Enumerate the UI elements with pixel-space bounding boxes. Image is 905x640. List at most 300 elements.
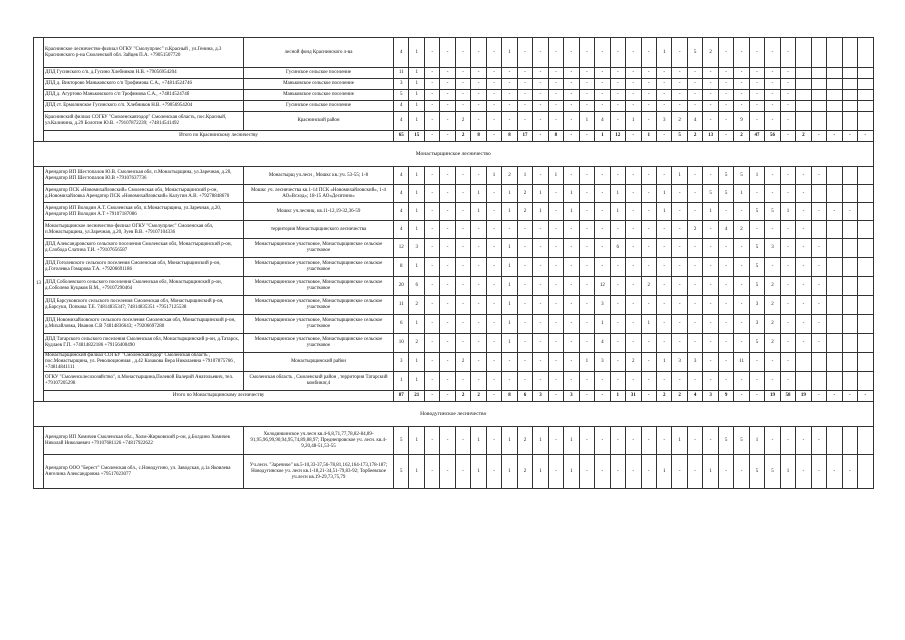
value-cell: - (687, 258, 702, 277)
total-value-cell: 8 (471, 131, 486, 142)
value-cell: - (687, 277, 702, 296)
value-cell: - (780, 112, 795, 131)
value-cell: 1 (409, 203, 424, 221)
value-cell: - (780, 239, 795, 258)
value-cell: - (703, 68, 718, 79)
total-value-cell: - (842, 131, 857, 142)
value-cell: - (672, 221, 687, 239)
value-cell: 1 (595, 315, 610, 334)
value-cell: 3 (672, 353, 687, 372)
section-title: Монастырщинское лесничество (34, 142, 874, 167)
value-cell: - (455, 455, 470, 489)
value-cell: - (579, 239, 594, 258)
value-cell (858, 258, 873, 277)
value-cell: - (424, 315, 439, 334)
value-cell: - (656, 315, 671, 334)
value-cell: - (533, 258, 548, 277)
value-cell: - (595, 372, 610, 391)
value-cell: - (424, 112, 439, 131)
value-cell: 1 (502, 296, 517, 315)
table-row (34, 427, 874, 455)
value-cell: - (440, 167, 455, 185)
value-cell (827, 353, 842, 372)
value-cell: - (486, 353, 501, 372)
location-cell: Монастырщинское участковое, Монастырщинское сельское участковое (244, 296, 394, 315)
total-value-cell: 87 (394, 391, 409, 402)
value-cell: - (672, 185, 687, 203)
value-cell: - (656, 221, 671, 239)
value-cell (827, 101, 842, 112)
organization-cell: ДПД Гоголевского сельского поселения Смоленская обл, Монастырщинский р-он, д.Гоголевка Гомарова Т.А. +79206691186 (44, 258, 244, 277)
value-cell: 2 (626, 353, 641, 372)
value-cell: 1 (409, 167, 424, 185)
value-cell: - (533, 38, 548, 68)
value-cell: - (533, 239, 548, 258)
total-value-cell: 17 (517, 131, 532, 142)
value-cell: - (579, 258, 594, 277)
value-cell: - (517, 112, 532, 131)
value-cell: 5 (718, 185, 733, 203)
value-cell: - (703, 427, 718, 455)
value-cell (858, 239, 873, 258)
value-cell: - (548, 334, 563, 353)
value-cell (827, 427, 842, 455)
location-cell: Маньковское сельское поселение (244, 90, 394, 101)
value-cell: 5 (394, 427, 409, 455)
value-cell: - (564, 167, 579, 185)
value-cell: - (533, 296, 548, 315)
value-cell: 2 (517, 427, 532, 455)
value-cell (842, 239, 857, 258)
value-cell: - (455, 277, 470, 296)
value-cell: - (424, 79, 439, 90)
value-cell: - (796, 334, 811, 353)
value-cell: - (811, 334, 826, 353)
table-row (34, 112, 874, 131)
value-cell: - (703, 296, 718, 315)
organization-cell: Монастырщинский филиал СОГБУ "Смоленскавтодор" Смоленская область , пос.Монастырщина, ул. Революционная , д.42 Казакова Вера Николаевна +79107875766 , +74814841111 (44, 353, 244, 372)
value-cell: 3 (394, 79, 409, 90)
value-cell: - (440, 296, 455, 315)
value-cell: - (471, 315, 486, 334)
value-cell: - (703, 221, 718, 239)
value-cell: - (626, 427, 641, 455)
section-index-cell (34, 427, 44, 489)
location-cell: Монастырщинское участковое, Монастырщинское сельское участковое (244, 277, 394, 296)
value-cell: 1 (409, 101, 424, 112)
value-cell: 5 (749, 277, 764, 296)
value-cell: - (687, 90, 702, 101)
value-cell: - (641, 239, 656, 258)
value-cell (858, 79, 873, 90)
value-cell: - (610, 101, 625, 112)
total-value-cell: - (440, 131, 455, 142)
location-cell: территория Монастырщинского лесничества (244, 221, 394, 239)
value-cell (827, 239, 842, 258)
value-cell: - (455, 296, 470, 315)
value-cell: - (672, 101, 687, 112)
total-value-cell: 2 (672, 391, 687, 402)
value-cell: 1 (749, 167, 764, 185)
value-cell: 4 (394, 38, 409, 68)
value-cell: - (687, 296, 702, 315)
value-cell: 4 (394, 203, 409, 221)
value-cell: 2 (517, 455, 532, 489)
table-row (34, 277, 874, 296)
organization-cell: ДПД Новомихайловского сельского поселения Смоленская обл, Монастырщинский р-он, д.Михайловка, Иванов С.В 74814836643; +79206697280 (44, 315, 244, 334)
value-cell: - (455, 68, 470, 79)
value-cell (827, 296, 842, 315)
value-cell: 2 (765, 296, 780, 315)
value-cell (796, 90, 811, 101)
value-cell (858, 353, 873, 372)
value-cell: - (811, 258, 826, 277)
value-cell: - (533, 101, 548, 112)
value-cell (811, 38, 826, 68)
value-cell: 2 (517, 185, 532, 203)
value-cell: - (641, 68, 656, 79)
value-cell: - (703, 112, 718, 131)
value-cell: 1 (656, 353, 671, 372)
value-cell: 1 (502, 315, 517, 334)
table-row (34, 38, 874, 68)
value-cell: - (579, 68, 594, 79)
value-cell: - (641, 372, 656, 391)
value-cell: - (595, 203, 610, 221)
value-cell: - (440, 372, 455, 391)
value-cell (811, 353, 826, 372)
value-cell: - (626, 315, 641, 334)
value-cell: 1 (409, 90, 424, 101)
value-cell: - (455, 427, 470, 455)
value-cell: - (780, 90, 795, 101)
value-cell: - (424, 185, 439, 203)
table-row (34, 203, 874, 221)
value-cell: - (672, 455, 687, 489)
value-cell: - (641, 167, 656, 185)
value-cell: - (610, 90, 625, 101)
value-cell: - (718, 203, 733, 221)
value-cell: - (687, 167, 702, 185)
value-cell: - (502, 79, 517, 90)
value-cell: - (424, 38, 439, 68)
value-cell: - (455, 258, 470, 277)
organization-cell: ДПД Гусинского с/п. д.Гусино Хлебников Н.В. +79056954204 (44, 68, 244, 79)
value-cell: - (718, 372, 733, 391)
value-cell: - (796, 277, 811, 296)
value-cell: - (486, 334, 501, 353)
total-value-cell: - (641, 391, 656, 402)
total-value-cell: - (780, 131, 795, 142)
value-cell: 1 (780, 455, 795, 489)
value-cell: - (641, 38, 656, 68)
value-cell: 1 (656, 38, 671, 68)
value-cell: - (687, 455, 702, 489)
organization-cell: Арендатор ИП Шестопалов Ю.В. Смоленская обл, п.Монастырщина, ул.Заречная, д.20, Арендатор ИП Шестопалов Ю.В +79107637736 (44, 167, 244, 185)
value-cell: - (842, 203, 857, 221)
value-cell: 1 (656, 185, 671, 203)
value-cell: - (595, 90, 610, 101)
table-row (34, 90, 874, 101)
value-cell: - (440, 353, 455, 372)
value-cell: - (440, 239, 455, 258)
value-cell: 2 (455, 353, 470, 372)
value-cell (827, 334, 842, 353)
section-index-cell: 13 (34, 167, 44, 402)
value-cell: - (718, 334, 733, 353)
total-value-cell: 1 (641, 131, 656, 142)
value-cell: 3 (687, 353, 702, 372)
value-cell: - (811, 296, 826, 315)
value-cell: - (749, 112, 764, 131)
document-sheet (33, 37, 873, 489)
value-cell: - (579, 277, 594, 296)
value-cell (811, 185, 826, 203)
value-cell: 5 (734, 427, 749, 455)
table-row (34, 221, 874, 239)
value-cell (842, 68, 857, 79)
location-cell: Монастырщ уч.лесн , Мошкс кв.:уч. 53-55; 1-8 (244, 167, 394, 185)
total-value-cell: - (656, 131, 671, 142)
value-cell: - (796, 221, 811, 239)
value-cell (858, 455, 873, 489)
value-cell: 1 (409, 315, 424, 334)
organization-cell: ДПД д. Агуртово Маньковского с/п Трофимова С.А., +7481452474б (44, 90, 244, 101)
value-cell (858, 203, 873, 221)
value-cell (858, 427, 873, 455)
value-cell (842, 38, 857, 68)
location-cell: Мошкс уч.лесниц. кв.11-12,19-32,36-59 (244, 203, 394, 221)
value-cell: 9 (734, 112, 749, 131)
value-cell: - (626, 101, 641, 112)
value-cell: 5 (749, 455, 764, 489)
value-cell: - (734, 68, 749, 79)
value-cell (842, 353, 857, 372)
total-value-cell: - (486, 131, 501, 142)
value-cell (796, 353, 811, 372)
value-cell (796, 112, 811, 131)
value-cell: - (424, 90, 439, 101)
value-cell: - (718, 112, 733, 131)
total-value-cell: 31 (626, 391, 641, 402)
value-cell: - (533, 372, 548, 391)
value-cell: - (440, 90, 455, 101)
value-cell: - (780, 334, 795, 353)
value-cell (811, 221, 826, 239)
value-cell: 1 (502, 334, 517, 353)
value-cell: - (626, 455, 641, 489)
value-cell: - (626, 79, 641, 90)
value-cell: 5 (718, 427, 733, 455)
value-cell: - (471, 372, 486, 391)
value-cell: - (533, 277, 548, 296)
location-cell: Краснинский район (244, 112, 394, 131)
value-cell: 1 (579, 353, 594, 372)
value-cell: - (440, 68, 455, 79)
value-cell: - (780, 296, 795, 315)
value-cell: - (672, 334, 687, 353)
total-value-cell: 2 (687, 131, 702, 142)
value-cell: - (842, 455, 857, 489)
total-value-cell: - (579, 131, 594, 142)
value-cell: 1 (517, 167, 532, 185)
value-cell: 1 (409, 112, 424, 131)
value-cell: - (749, 185, 764, 203)
value-cell: - (486, 258, 501, 277)
value-cell: - (548, 315, 563, 334)
value-cell: - (548, 90, 563, 101)
value-cell: - (455, 79, 470, 90)
value-cell: 1 (409, 353, 424, 372)
location-cell: Монастырщинское участковое, Монастырщинское сельское участковое (244, 334, 394, 353)
value-cell: - (765, 258, 780, 277)
value-cell (858, 68, 873, 79)
total-value-cell: - (533, 131, 548, 142)
value-cell: - (471, 296, 486, 315)
value-cell: - (749, 372, 764, 391)
value-cell: - (734, 277, 749, 296)
value-cell: - (780, 38, 795, 68)
value-cell (827, 185, 842, 203)
total-value-cell: 2 (656, 391, 671, 402)
total-value-cell: - (734, 391, 749, 402)
value-cell: - (610, 427, 625, 455)
value-cell: 5 (765, 203, 780, 221)
value-cell: - (502, 112, 517, 131)
value-cell: - (486, 38, 501, 68)
value-cell: - (517, 68, 532, 79)
organization-cell: Арендатор ИП Володин А.Т. Смоленская обл, п.Монастырщина, ул.Заречная, д.20, Арендатор ИП Володин А.Т +79107187086 (44, 203, 244, 221)
value-cell (811, 101, 826, 112)
value-cell: - (440, 455, 455, 489)
total-value-cell: - (548, 391, 563, 402)
value-cell: - (486, 203, 501, 221)
value-cell: 3 (394, 353, 409, 372)
total-value-cell: 5 (672, 131, 687, 142)
value-cell: - (424, 258, 439, 277)
value-cell: - (672, 372, 687, 391)
total-value-cell: 19 (796, 391, 811, 402)
value-cell: 2 (409, 334, 424, 353)
total-value-cell: - (749, 391, 764, 402)
location-cell: Уч.лесн. "Заречное" кв.5-10,33-37,56-78,81,162,164-173,178-187; Новодугинское уч. лесн кв.1-18,21-34,51-79,83-92; Торбеевское уч.лесн кв.19-29,73,75,79 (244, 455, 394, 489)
total-label: Итого по Монастырщинскому лесничеству (44, 391, 394, 402)
value-cell: - (455, 372, 470, 391)
value-cell: - (718, 315, 733, 334)
value-cell (842, 277, 857, 296)
value-cell: - (718, 455, 733, 489)
value-cell: 5 (734, 167, 749, 185)
value-cell: - (718, 353, 733, 372)
value-cell: - (424, 167, 439, 185)
value-cell: - (641, 296, 656, 315)
value-cell: - (641, 101, 656, 112)
organization-cell: Монастырщинское лесничество-филиал ОГКУ "Смолупрлес" Смоленская обл, п.Монастырщина, ул.Заречная, д.20, Зуев В.В. +79107104336 (44, 221, 244, 239)
value-cell: - (455, 185, 470, 203)
value-cell: - (564, 258, 579, 277)
value-cell (827, 258, 842, 277)
value-cell: - (548, 353, 563, 372)
value-cell: 1 (533, 455, 548, 489)
value-cell: - (610, 277, 625, 296)
total-label: Итого по Краснинскому лесничеству (44, 131, 394, 142)
value-cell (858, 38, 873, 68)
value-cell: - (595, 79, 610, 90)
value-cell: 2 (409, 296, 424, 315)
value-cell: - (734, 372, 749, 391)
table-row (34, 79, 874, 90)
value-cell: - (579, 38, 594, 68)
value-cell: - (749, 221, 764, 239)
value-cell: 2 (502, 167, 517, 185)
value-cell (858, 277, 873, 296)
value-cell: 6 (409, 277, 424, 296)
value-cell: - (765, 372, 780, 391)
total-value-cell: 8 (502, 391, 517, 402)
value-cell: - (718, 239, 733, 258)
value-cell: - (486, 101, 501, 112)
value-cell: 1 (626, 112, 641, 131)
value-cell: - (486, 185, 501, 203)
value-cell: 1 (502, 239, 517, 258)
value-cell: - (579, 167, 594, 185)
value-cell: - (502, 353, 517, 372)
location-cell: Монастырщинское участковое, Монастырщинское сельское участковое (244, 258, 394, 277)
value-cell (827, 38, 842, 68)
value-cell: - (424, 221, 439, 239)
value-cell: 10 (394, 334, 409, 353)
value-cell: 5 (687, 38, 702, 68)
value-cell: - (424, 239, 439, 258)
value-cell: - (440, 112, 455, 131)
value-cell: - (517, 277, 532, 296)
value-cell (842, 101, 857, 112)
value-cell: 1 (409, 372, 424, 391)
section-header-row (34, 402, 874, 427)
value-cell: - (656, 372, 671, 391)
value-cell: 1 (564, 427, 579, 455)
value-cell: - (765, 427, 780, 455)
value-cell: - (780, 353, 795, 372)
value-cell: - (734, 455, 749, 489)
total-value-cell: - (811, 391, 826, 402)
value-cell: 3 (749, 315, 764, 334)
value-cell: - (548, 277, 563, 296)
value-cell (827, 90, 842, 101)
table-row (34, 334, 874, 353)
value-cell: 1 (486, 167, 501, 185)
total-value-cell: 2 (455, 131, 470, 142)
value-cell: - (564, 221, 579, 239)
value-cell: - (734, 101, 749, 112)
value-cell: - (796, 296, 811, 315)
value-cell: - (455, 101, 470, 112)
total-value-cell: - (842, 391, 857, 402)
value-cell: - (687, 101, 702, 112)
total-value-cell: 3 (564, 391, 579, 402)
value-cell: - (641, 455, 656, 489)
value-cell: 20 (394, 277, 409, 296)
value-cell: 3 (595, 353, 610, 372)
value-cell: - (656, 427, 671, 455)
fire-resources-table (33, 37, 874, 489)
value-cell: 1 (533, 203, 548, 221)
value-cell: 5 (749, 203, 764, 221)
total-value-cell: 2 (471, 391, 486, 402)
value-cell: 1 (471, 185, 486, 203)
value-cell: - (656, 68, 671, 79)
value-cell: - (734, 334, 749, 353)
